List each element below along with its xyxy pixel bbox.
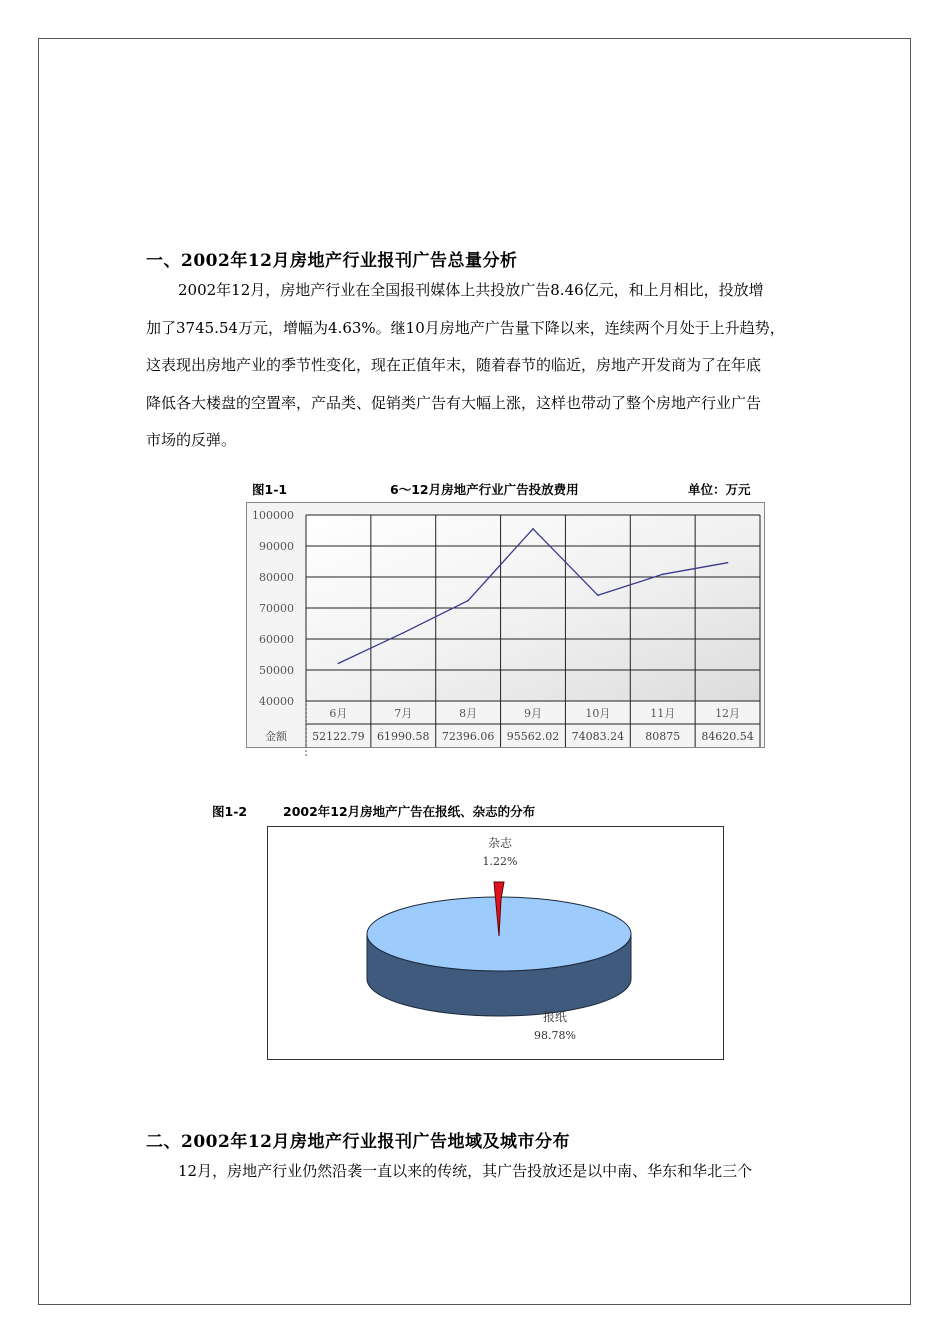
section1-line-5: 市场的反弹。 [146,431,237,449]
series-point-1 [402,632,404,634]
amount-cell-1: 61990.58 [377,730,430,743]
y-tick-label-6: 100000 [252,509,294,522]
section1-heading: 一、2002年12月房地产行业报刊广告总量分析 [146,251,518,271]
series-point-2 [467,600,469,602]
y-tick-label-2: 60000 [259,633,294,646]
amount-cell-0: 52122.79 [312,730,365,743]
magazine-percent: 1.22% [482,855,518,868]
series-point-4 [597,595,599,597]
amount-row-label: 金额 [265,730,287,743]
section1-line-3: 这表现出房地产业的季节性变化，现在正值年末，随着春节的临近，房地产开发商为了在年底 [146,356,762,374]
figure1-title: 6～12月房地产行业广告投放费用 [390,482,579,497]
figure2-label: 图1-2 [212,804,248,819]
series-point-5 [662,573,664,575]
magazine-label: 杂志 [487,836,513,850]
amount-cell-3: 95562.02 [506,730,560,743]
section1-paragraph [146,272,836,460]
series-point-3 [532,528,534,530]
pie-chart [267,826,725,1061]
y-tick-label-5: 90000 [259,540,294,553]
y-tick-label-1: 50000 [259,664,294,677]
y-tick-label-3: 70000 [259,602,294,615]
x-tick-label-4: 10月 [585,707,611,720]
newspaper-percent: 98.78% [534,1029,576,1042]
amount-cell-4: 74083.24 [571,730,625,743]
y-tick-label-4: 80000 [259,571,294,584]
figure2-title: 2002年12月房地产广告在报纸、杂志的分布 [283,804,536,819]
figure1-label: 图1-1 [252,482,288,497]
x-tick-label-5: 11月 [650,707,676,720]
series-point-6 [727,562,729,564]
section1-line-2: 加了3745.54万元，增幅为4.63%。继10月房地产广告量下降以来，连续两个月处于上升趋势， [146,318,785,337]
amount-cell-6: 84620.54 [701,730,754,743]
x-tick-label-6: 12月 [715,707,741,720]
newspaper-label: 报纸 [542,1010,568,1024]
x-tick-label-3: 9月 [524,707,542,720]
figure1-unit: 单位：万元 [688,482,751,497]
series-point-0 [338,663,340,665]
x-tick-label-1: 7月 [394,707,413,720]
line-chart [246,502,766,758]
section1-line-4: 降低各大楼盘的空置率，产品类、促销类广告有大幅上涨，这样也带动了整个房地产行业广告 [146,393,762,412]
section2-line-1: 12月，房地产行业仍然沿袭一直以来的传统，其广告投放还是以中南、华东和华北三个 [178,1162,753,1180]
section2-heading: 二、2002年12月房地产行业报刊广告地域及城市分布 [146,1132,570,1152]
y-tick-label-0: 40000 [259,695,294,708]
x-tick-label-2: 8月 [459,707,478,720]
section2-paragraph [146,1153,836,1191]
amount-cell-5: 80875 [645,730,681,743]
amount-cell-2: 72396.06 [441,730,495,743]
section1-line-1: 2002年12月，房地产行业在全国报刊媒体上共投放广告8.46亿元，和上月相比，投放增 [178,281,764,299]
x-tick-label-0: 6月 [329,707,348,720]
